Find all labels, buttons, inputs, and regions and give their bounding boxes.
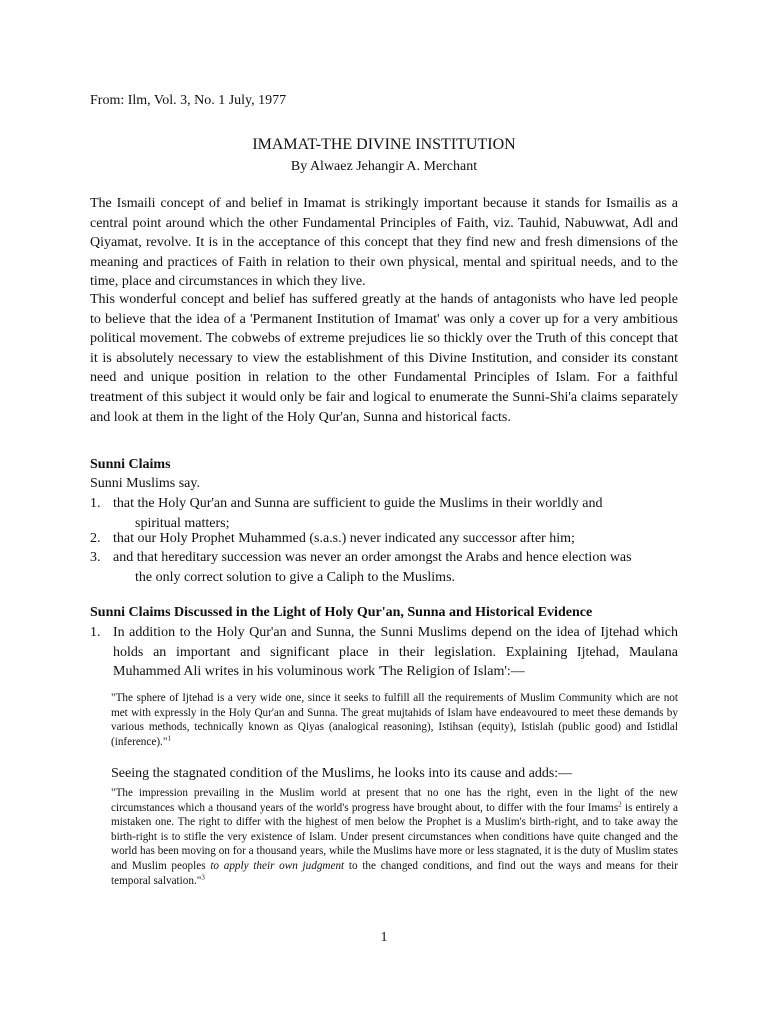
author-byline: By Alwaez Jehangir A. Merchant <box>290 159 478 174</box>
list-item-text: that the Holy Qur'an and Sunna are sufficient to guide the Muslims in their worldly and <box>113 496 603 511</box>
quote-emphasis: to apply their own judgment <box>210 859 345 872</box>
source-citation: From: Ilm, Vol. 3, No. 1 July, 1977 <box>90 93 287 108</box>
list-number: 2. <box>90 531 101 546</box>
document-title: IMAMAT-THE DIVINE INSTITUTION <box>252 136 516 153</box>
list-item-text: In addition to the Holy Qur'an and Sunna, the Sunni Muslims depend on the idea of Ijtehad which holds an important and significant place in their legislation. Explaining Ijtehad, Maulana Muhammed Ali writes in his voluminous work 'The Religion of Islam':— <box>113 625 678 680</box>
section-heading-sunni-claims: Sunni Claims <box>90 457 171 472</box>
list-number: 3. <box>90 550 101 565</box>
list-item-continuation: spiritual matters; <box>135 515 230 531</box>
list-item <box>90 529 678 549</box>
list-item <box>90 494 678 533</box>
footnote-ref: 3 <box>201 872 205 881</box>
context-paragraph: This wonderful concept and belief has suffered greatly at the hands of antagonists who have led people to believe that the idea of a 'Permanent Institution of Imamat' was only a cover up for a very ambitious political movement. The cobwebs of extreme prejudices lie so thickly over the Truth of this concept that it is absolutely necessary to view the establishment of this Divine Institution, and consider its constant need and unique position in relation to the other Fundamental Principles of Islam. For a faithful treatment of this subject it would only be fair and logical to enumerate the Sunni-Shi'a claims separately and look at them in the light of the Holy Qur'an, Sunna and historical facts. <box>90 292 678 425</box>
block-quote-ijtehad <box>111 691 678 749</box>
sunni-claims-intro: Sunni Muslims say. <box>90 476 200 491</box>
quote-text: "The sphere of Ijtehad is a very wide one, since it seeks to fulfill all the requirements of Muslim Community which are not met with expressly in the Holy Qur'an and Sunna. The great mujtahids of Islam have endeavoured to meet these demands by various methods, technically known as Qiyas (analogical reasoning), Istihsan (equity), Istislah (public good) and Istidlal (inference)." <box>111 692 678 748</box>
quote-text: is entirely a mistaken one. The right to differ with the highest of men below the Prophet is a Muslim's birth-right, and to take away the birth-right is to stifle the very existence of Islam. Under present circumstances when conditions have quite changed and the world has been moving on for a thousand years, while the Muslims have more or less stagnated, it is the duty of Muslim states and Muslim peoples <box>111 801 678 872</box>
list-number: 1. <box>90 496 101 511</box>
list-item <box>90 548 678 587</box>
list-item-continuation: the only correct solution to give a Caliph to the Muslims. <box>135 569 456 585</box>
footnote-ref: 1 <box>167 734 171 743</box>
footnote-ref: 2 <box>618 799 622 808</box>
list-item <box>90 623 678 682</box>
intro-paragraph: The Ismaili concept of and belief in Imamat is strikingly important because it stands for Ismailis as a central point around which the other Fundamental Principles of Faith, viz. Tauhid, Nabuwwat, Adl and Qiyamat, revolve. It is in the acceptance of this concept that they find new and fresh dimensions of the meaning and practices of Faith in relation to their own physical, mental and spiritual needs, and to the time, place and circumstances in which they live. <box>90 196 678 290</box>
list-item-text: that our Holy Prophet Muhammed (s.a.s.) never indicated any successor after him; <box>113 531 575 546</box>
page-number: 1 <box>380 930 388 945</box>
quote-text: to the changed conditions, and find out the ways and means for their temporal salvation." <box>111 859 678 887</box>
list-number: 1. <box>90 625 101 640</box>
quote-text: "The impression prevailing in the Muslim world at present that no one has the right, even in the light of the new circumstances which a thousand years of the world's progress have brought about, to differ with the four Imams <box>111 787 678 814</box>
block-quote-stagnation <box>111 786 678 888</box>
transition-sentence: Seeing the stagnated condition of the Muslims, he looks into its cause and adds:— <box>111 766 573 781</box>
section-heading-discussion: Sunni Claims Discussed in the Light of Holy Qur'an, Sunna and Historical Evidence <box>90 605 593 620</box>
list-item-text: and that hereditary succession was never an order amongst the Arabs and hence election was <box>113 550 632 565</box>
